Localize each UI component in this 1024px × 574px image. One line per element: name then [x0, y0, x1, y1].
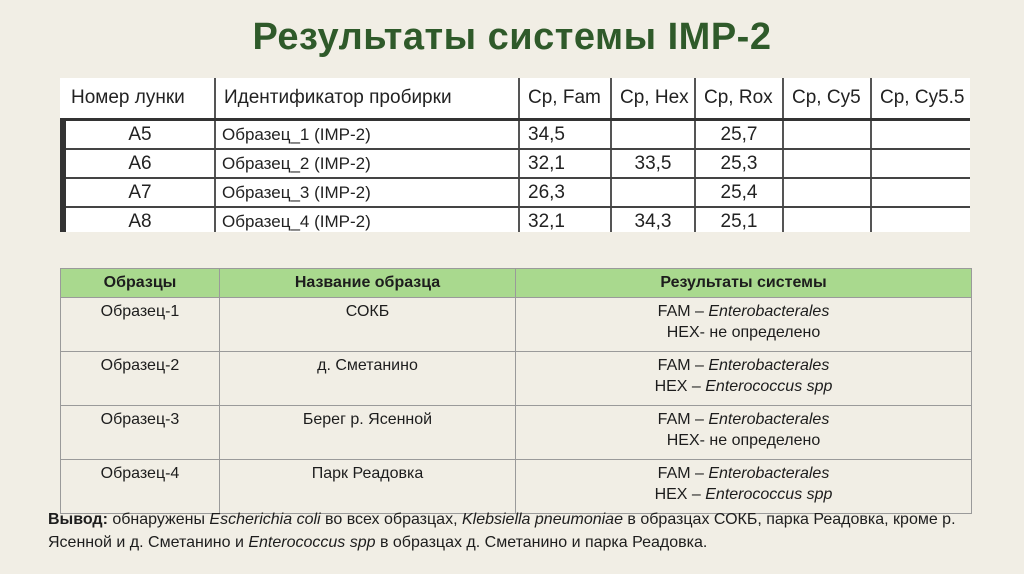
- sample-cell: Образец-2: [61, 352, 220, 406]
- tube-id-cell: Образец_1 (IMP-2): [215, 120, 519, 150]
- result-cell: [516, 406, 972, 460]
- table-row: [61, 460, 972, 514]
- table-row: [61, 298, 972, 352]
- cp-hex-cell: 33,5: [611, 149, 695, 178]
- fam-result: [516, 355, 971, 376]
- cp-cy5-cell: [783, 120, 871, 150]
- hex-result: [516, 376, 971, 397]
- well-cell: A6: [63, 149, 215, 178]
- fam-value: Enterobacterales: [708, 303, 830, 320]
- page-title: Результаты системы IMP-2: [252, 16, 772, 58]
- scan-header-cell: Cp, Cy5.5: [871, 78, 970, 120]
- scan-header-row: [63, 78, 970, 120]
- well-cell: A7: [63, 178, 215, 207]
- cp-rox-cell: 25,4: [695, 178, 783, 207]
- cp-hex-cell: [611, 120, 695, 150]
- hex-value: не определено: [709, 432, 821, 449]
- cp-rox-cell: 25,7: [695, 120, 783, 150]
- cp-hex-cell: [611, 178, 695, 207]
- scan-header-cell: Cp, Fam: [519, 78, 611, 120]
- conclusion-part: обнаружены: [107, 511, 210, 528]
- scan-header-cell: Cp, Cy5: [783, 78, 871, 120]
- cp-cy5-cell: [783, 178, 871, 207]
- hex-value: Enterococcus spp: [705, 378, 833, 395]
- results-header-row: [61, 269, 972, 298]
- tube-id-cell: Образец_3 (IMP-2): [215, 178, 519, 207]
- cp-fam-cell: 26,3: [519, 178, 611, 207]
- hex-result: [516, 430, 971, 451]
- sample-cell: Образец-3: [61, 406, 220, 460]
- cp-cy55-cell: [871, 207, 970, 232]
- fam-prefix: FAM –: [657, 465, 709, 482]
- scan-header-cell: Cp, Hex: [611, 78, 695, 120]
- fam-result: [516, 301, 971, 322]
- fam-value: Enterobacterales: [708, 411, 830, 428]
- species-name: Klebsiella pneumoniae: [461, 511, 623, 528]
- header-sample-name: Название образца: [220, 269, 516, 298]
- species-name: Enterococcus spp: [248, 534, 376, 551]
- scan-header-cell: Идентификатор пробирки: [215, 78, 519, 120]
- cp-cy55-cell: [871, 120, 970, 150]
- table-row: [63, 207, 970, 232]
- sample-name-cell: Берег р. Ясенной: [220, 406, 516, 460]
- table-row: [61, 352, 972, 406]
- scan-header-cell: Номер лунки: [63, 78, 215, 120]
- well-cell: A8: [63, 207, 215, 232]
- hex-result: [516, 484, 971, 505]
- header-system-results: Результаты системы: [516, 269, 972, 298]
- sample-name-cell: д. Сметанино: [220, 352, 516, 406]
- cp-rox-cell: 25,3: [695, 149, 783, 178]
- cp-hex-cell: 34,3: [611, 207, 695, 232]
- cp-cy5-cell: [783, 149, 871, 178]
- table-row: [61, 406, 972, 460]
- conclusion-label: Вывод:: [48, 511, 108, 528]
- tube-id-cell: Образец_2 (IMP-2): [215, 149, 519, 178]
- hex-prefix: HEX-: [666, 432, 710, 449]
- result-cell: [516, 352, 972, 406]
- table-row: [63, 149, 970, 178]
- header-samples: Образцы: [61, 269, 220, 298]
- fam-value: Enterobacterales: [708, 465, 830, 482]
- conclusion-part: в образцах д. Сметанино и парка Реадовка.: [375, 534, 708, 551]
- cp-cy5-cell: [783, 207, 871, 232]
- conclusion-part: в образцах СОКБ, парка Реадовка, кроме р. Ясенной и д. Сметанино и: [48, 511, 956, 551]
- table-row: [63, 120, 970, 150]
- sample-name-cell: Парк Реадовка: [220, 460, 516, 514]
- species-name: Escherichia coli: [209, 511, 321, 528]
- tube-id-cell: Образец_4 (IMP-2): [215, 207, 519, 232]
- sample-name-cell: СОКБ: [220, 298, 516, 352]
- hex-value: не определено: [709, 324, 821, 341]
- cp-rox-cell: 25,1: [695, 207, 783, 232]
- result-cell: [516, 460, 972, 514]
- result-cell: [516, 298, 972, 352]
- cp-fam-cell: 34,5: [519, 120, 611, 150]
- sample-cell: Образец-1: [61, 298, 220, 352]
- table-row: [63, 178, 970, 207]
- sample-cell: Образец-4: [61, 460, 220, 514]
- well-cell: A5: [63, 120, 215, 150]
- cp-fam-cell: 32,1: [519, 149, 611, 178]
- cp-cy55-cell: [871, 178, 970, 207]
- fam-result: [516, 463, 971, 484]
- cp-cy55-cell: [871, 149, 970, 178]
- hex-value: Enterococcus spp: [705, 486, 833, 503]
- fam-result: [516, 409, 971, 430]
- scanned-results-table: [60, 78, 970, 232]
- conclusion-part: во всех образцах,: [320, 511, 462, 528]
- fam-prefix: FAM –: [657, 303, 709, 320]
- conclusion-text: [48, 508, 998, 554]
- hex-result: [516, 322, 971, 343]
- hex-prefix: HEX –: [654, 378, 706, 395]
- scan-header-cell: Cp, Rox: [695, 78, 783, 120]
- fam-value: Enterobacterales: [708, 357, 830, 374]
- system-results-table: [60, 268, 972, 514]
- cp-fam-cell: 32,1: [519, 207, 611, 232]
- fam-prefix: FAM –: [657, 411, 709, 428]
- hex-prefix: HEX-: [666, 324, 710, 341]
- hex-prefix: HEX –: [654, 486, 706, 503]
- fam-prefix: FAM –: [657, 357, 709, 374]
